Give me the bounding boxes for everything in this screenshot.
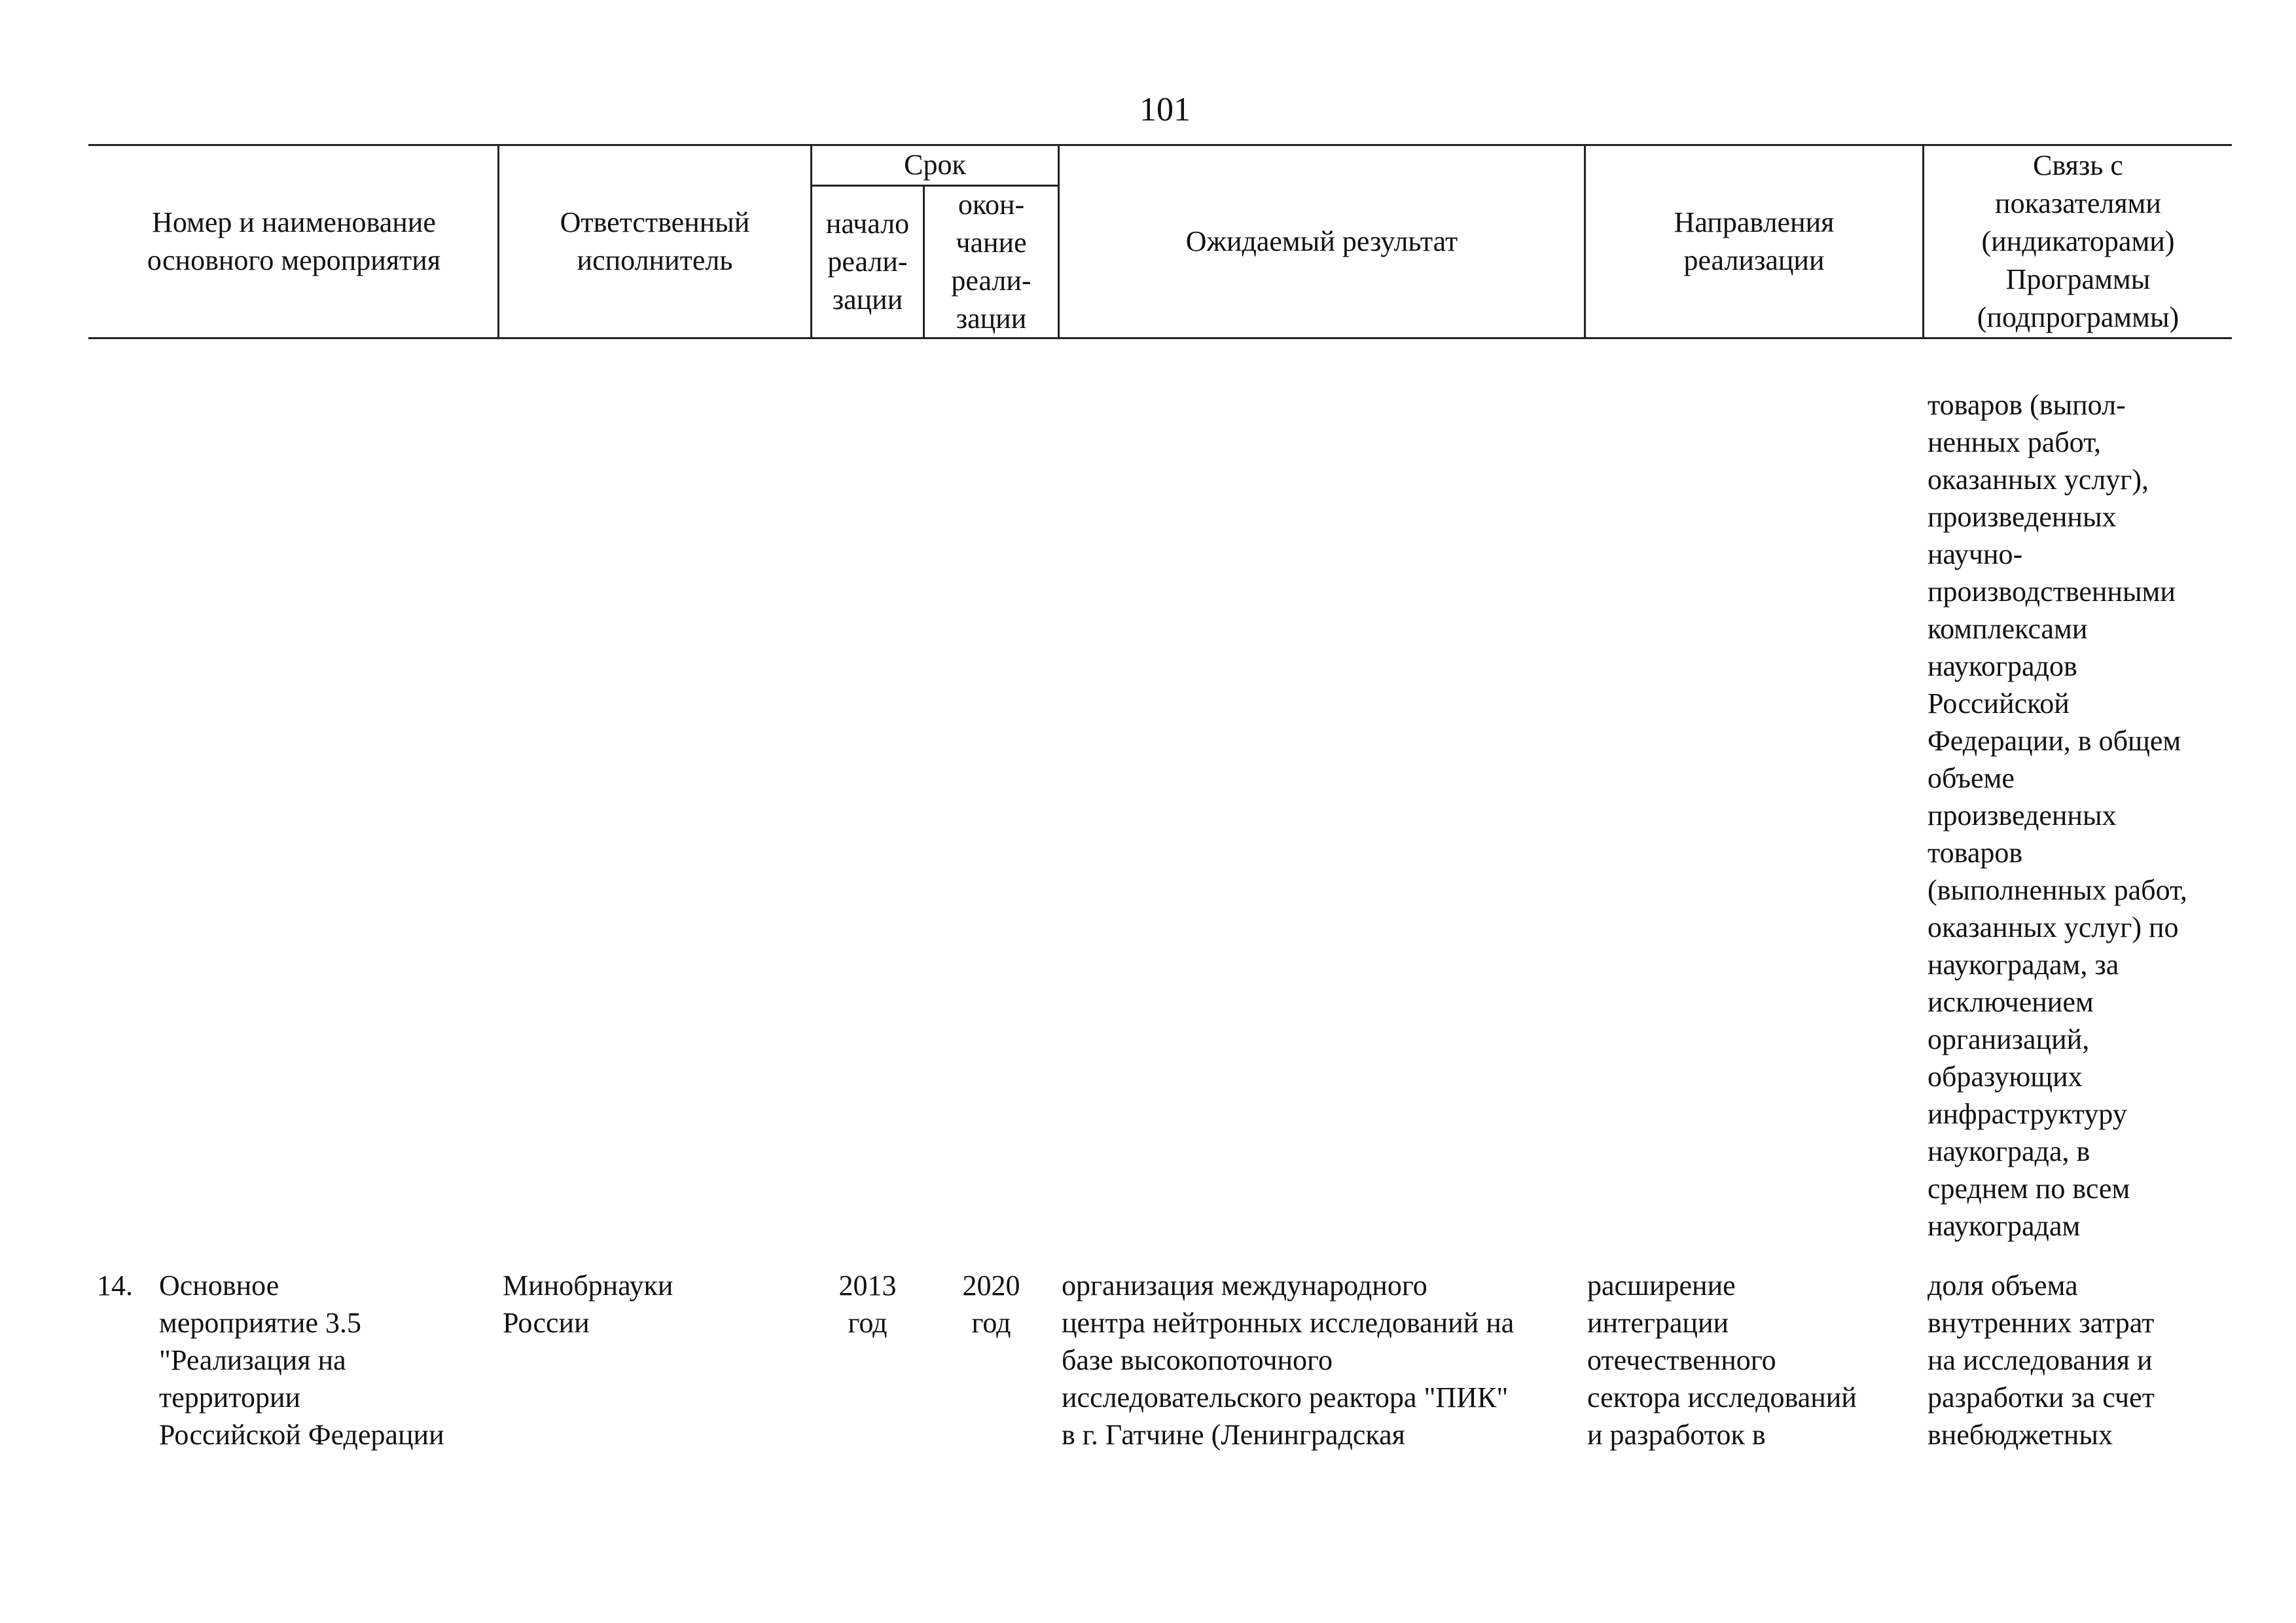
row-indicators: доля объема внутренних затрат на исследования и разработки за счет внебюджетных (1928, 1269, 2155, 1451)
header-start: начало реали- зации (825, 208, 910, 316)
header-result: Ожидаемый результат (1185, 225, 1458, 257)
page-number: 101 (1139, 91, 1191, 128)
row-end: 2020 год (962, 1269, 1020, 1339)
header-bottom-rule (88, 337, 2232, 339)
header-indicators: Связь с показателями (индикаторами) Программы (подпрограммы) (1977, 149, 2179, 333)
row-result: организация международного центра нейтронных исследований на базе высокопоточного исследовательского реактора "ПИК" в г. Гатчине (Ленинградская (1062, 1269, 1515, 1451)
header-term: Срок (904, 149, 966, 181)
row-number: 14. (97, 1269, 133, 1302)
header-name: Номер и наименование основного мероприятия (147, 206, 441, 276)
header-executor: Ответственный исполнитель (560, 206, 750, 276)
header-directions: Направления реализации (1674, 206, 1835, 276)
row-start: 2013 год (838, 1269, 897, 1339)
row-executor: Минобрнауки России (503, 1269, 673, 1339)
continuation-indicators: товаров (выпол- ненных работ, оказанных услуг), произведенных научно- производственными комплексами наукоградов Российской Федерации, в общем объеме произведенных товаров (выполненных работ, оказанных услуг) по наукоградам, за исключением организаций, образующих инфраструктуру наукограда, в среднем по всем наукоградам (1928, 389, 2187, 1242)
header-end: окон- чание реали- зации (951, 189, 1031, 335)
row-name: Основное мероприятие 3.5 "Реализация на территории Российской Федерации (159, 1269, 444, 1451)
row-directions: расширение интеграции отечественного сектора исследований и разработок в (1587, 1269, 1857, 1451)
